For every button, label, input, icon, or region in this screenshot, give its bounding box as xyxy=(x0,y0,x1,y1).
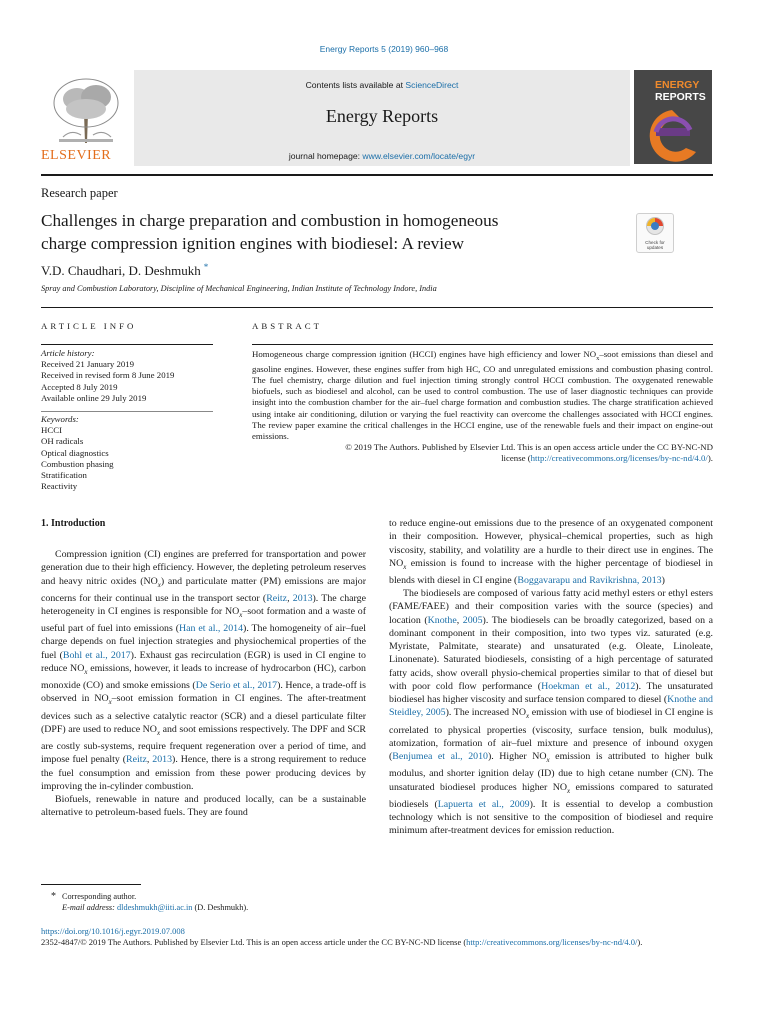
abstract-license: license (http://creativecommons.org/licenses/by-nc-nd/4.0/). xyxy=(501,453,713,464)
citation-link[interactable]: Han et al., 2014 xyxy=(178,623,244,635)
citation-link[interactable]: 2005 xyxy=(462,614,483,626)
article-info-heading: ARTICLE INFO xyxy=(41,321,137,331)
section-heading-introduction: 1. Introduction xyxy=(41,518,106,529)
citation-link[interactable]: Benjumea et al., 2010 xyxy=(392,751,488,763)
author-list: V.D. Chaudhari, D. Deshmukh * xyxy=(41,262,209,278)
history-label: Article history: xyxy=(41,348,95,358)
article-info-rule xyxy=(41,344,213,345)
history-revised: Received in revised form 8 June 2019 xyxy=(41,370,175,381)
email-link[interactable]: dldeshmukh@iiti.ac.in xyxy=(117,903,193,912)
header-rule xyxy=(41,307,713,308)
check-for-updates-badge[interactable] xyxy=(636,213,674,253)
citation-link[interactable]: Knothe xyxy=(427,614,457,626)
footnote-corresponding: * Corresponding author. xyxy=(51,891,137,902)
doi-link[interactable]: https://doi.org/10.1016/j.egyr.2019.07.008 xyxy=(41,926,185,936)
journal-homepage-link[interactable]: www.elsevier.com/locate/egyr xyxy=(362,151,476,161)
abstract-heading: ABSTRACT xyxy=(252,321,322,331)
paragraph: The biodiesels are composed of various fatty acid methyl esters or ethyl esters (FAME/FAEE) and their composition varies with the source (species) and location (Knothe, 2005). The biodiesels can be broadly categorized, based on a dominant component in their composition, into two types viz. saturated (e.g. Myristate, Palmitate, stearate) and unsaturated (e.g. Oleate, Linoleate, Linonenate). Saturated biodiesels, consisting of a high percentage of saturated fatty acids, show overall physio-chemical properties similar to that of diesel but with poor cold flow performance (Hoekman et al., 2012). The unsaturated biodiesel has higher viscosity and surface tension compared to diesel (Knothe and Steidley, 2005). The increased $NO_x$ emission with use of biodiesel in CI engine is correlated to physical properties (viscosity, surface tension, bulk modulus), atomization, formation of air–fuel mixture and presence of inbound oxygen (Benjumea et al., 2010). Higher $NO_x$ emission is attributed to higher bulk modulus, and shorter ignition delay (ID) due to high cetane number (CN). The unsaturated biodiesel produces higher $NO_x$ emissions compared to saturated biodiesels (Lapuerta et al., 2009). It is essential to develop a combustion technology which is not sensitive to the composition of biodiesel and require minimum after-treatment devices for emission reduction. xyxy=(389,588,713,837)
bottom-license-link[interactable]: http://creativecommons.org/licenses/by-nc-nd/4.0/ xyxy=(466,937,638,948)
body-column-right xyxy=(389,517,713,838)
keyword: HCCI xyxy=(41,425,63,436)
history-online: Available online 29 July 2019 xyxy=(41,392,147,403)
paragraph: Biofuels, renewable in nature and produced locally, can be a sustainable alternative to petroleum-based fuels. They are found xyxy=(41,794,366,819)
keywords-label: Keywords: xyxy=(41,414,79,424)
update-icon xyxy=(645,216,665,236)
body-column-left xyxy=(41,548,366,820)
badge-line-1: Check for xyxy=(645,240,665,245)
paragraph: to reduce engine-out emissions due to the presence of an oxygenated component in their composition. However, physical–chemical properties, such as high viscosity, stability, and volatility are a hurdle to their direct use in engines. The $NO_x$ emission is found to increase with the higher percentage of biodiesel in blends with diesel in CI engine (Boggavarapu and Ravikrishna, 2013) xyxy=(389,518,713,586)
citation-link[interactable]: Boggavarapu and Ravikrishna, 2013 xyxy=(517,574,662,586)
contents-line: Contents lists available at ScienceDirect xyxy=(305,80,459,90)
badge-line-2: updates xyxy=(646,245,664,250)
keyword: Reactivity xyxy=(41,481,78,492)
abstract-license-link[interactable]: http://creativecommons.org/licenses/by-nc-nd/4.0/ xyxy=(530,453,708,464)
sciencedirect-link[interactable]: ScienceDirect xyxy=(405,80,459,90)
citation-link[interactable]: Bohl et al., 2017 xyxy=(62,649,131,661)
cover-title-line1: ENERGY xyxy=(655,79,700,91)
keyword: OH radicals xyxy=(41,436,84,447)
abstract-rule xyxy=(252,344,713,345)
masthead-rule xyxy=(41,174,713,176)
bottom-doi-license: https://doi.org/10.1016/j.egyr.2019.07.008 2352-4847/© 2019 The Authors. Published by Elsevier Ltd. This is an open access article under the CC BY-NC-ND license (http://creativecommons.org/licenses/by-nc-nd/4.0/). xyxy=(41,926,643,948)
affiliation: Spray and Combustion Laboratory, Discipline of Mechanical Engineering, Indian Institute of Technology Indore, India xyxy=(41,284,437,293)
article-history xyxy=(41,348,213,404)
journal-name: Energy Reports xyxy=(325,106,439,126)
paragraph: Compression ignition (CI) engines are preferred for transportation and power generation due to their high efficiency. However, the depleting petroleum reserves and heavy nitric oxides $(NO_x)$ and particulate matter (PM) emissions are major concerns for their continual use in the transport sector (Reitz, 2013). The charge heterogeneity in CI engines is responsible for $NO_x$–soot formation and a waste of useful part of fuel into emissions (Han et al., 2014). The homogeneity of air–fuel charge depends on fuel injection strategies and physiochemical properties of the fuel (Bohl et al., 2017). Exhaust gas recirculation (EGR) is used in CI engine to reduce $NO_x$ emissions, however, it leads to increase of hydrocarbon (HC), carbon monoxide (CO) and smoke emissions (De Serio et al., 2017). Hence, a trade-off is observed in $NO_x$–soot emission formation in CI engines. The after-treatment devices such as a selective catalytic reactor (SCR) and a diesel particulate filter (DPF) are used to reduce $NO_x$ and soot emissions respectively. The DPF and SCR are costly sub-systems, require frequent regeneration over a period of time, and impose fuel penalty (Reitz, 2013). Hence, there is a strong requirement to reduce the fuel consumption and emission from these power producing devices by improving the in-cylinder combustion. xyxy=(41,549,367,792)
keyword: Combustion phasing xyxy=(41,458,114,469)
keywords-rule xyxy=(41,411,213,412)
history-accepted: Accepted 8 July 2019 xyxy=(41,381,118,392)
footnote-rule xyxy=(41,884,141,885)
citation-link[interactable]: De Serio et al., 2017 xyxy=(195,680,278,692)
keyword: Optical diagnostics xyxy=(41,447,109,458)
citation-link[interactable]: Lapuerta et al., 2009 xyxy=(437,798,530,810)
journal-citation[interactable]: Energy Reports 5 (2019) 960–968 xyxy=(319,44,449,54)
homepage-line: journal homepage: www.elsevier.com/locate/egyr xyxy=(288,151,476,161)
cover-title-line2: REPORTS xyxy=(655,91,706,103)
citation-link[interactable]: Reitz xyxy=(126,754,147,766)
abstract-body: Homogeneous charge compression ignition (HCCI) engines have high efficiency and lower $NO_x$–soot emissions than diesel and gasoline engines. However, these engines suffer from high HC, CO and unregulated emissions and combustion phasing control. The fuel chemistry, charge dilution and fuel injection timing strongly control HCCI combustion. The oxygenated renewable biofuels, such as biodiesel and alcohol, can be used to control combustion. The use of laser diagnostic techniques can provide insight into the combustion chamber for the air–fuel charge formation and combustion studies. The charge stratification achieved using intake air conditioning, dilution or varying the fuel reactivity can overcome the challenges associated with HCCI engines. The review paper examine the critical challenges in the HCCI engine, use of the renewable fuels and their impact on engine-out emissions. © 2019 The Authors. Published by Elsevier Ltd. This is an open access article under the CC BY-NC-ND license (http://creativecommons.org/licenses/by-nc-nd/4.0/). xyxy=(252,349,713,464)
citation-link[interactable]: Knothe and Steidley, 2005 xyxy=(389,694,713,719)
keywords-block xyxy=(41,414,213,492)
article-type: Research paper xyxy=(41,186,118,200)
citation-link[interactable]: Hoekman et al., 2012 xyxy=(541,680,636,692)
history-received: Received 21 January 2019 xyxy=(41,359,135,370)
title-line-1: Challenges in charge preparation and combustion in homogeneous xyxy=(41,211,499,230)
keyword: Stratification xyxy=(41,470,87,481)
abstract-copyright: © 2019 The Authors. Published by Elsevier Ltd. This is an open access article under the CC BY-NC-ND xyxy=(345,442,713,452)
citation-link[interactable]: 2013 xyxy=(292,592,313,604)
title-line-2: charge compression ignition engines with biodiesel: A review xyxy=(41,233,465,253)
footnote-email: E-mail address: dldeshmukh@iiti.ac.in (D. Deshmukh). xyxy=(62,903,249,912)
author-footnote-mark[interactable]: * xyxy=(203,262,209,272)
publisher-name: ELSEVIER xyxy=(41,148,112,163)
citation-link[interactable]: 2013 xyxy=(152,754,173,766)
citation-link[interactable]: Reitz xyxy=(266,592,288,604)
paper-title xyxy=(41,210,611,255)
